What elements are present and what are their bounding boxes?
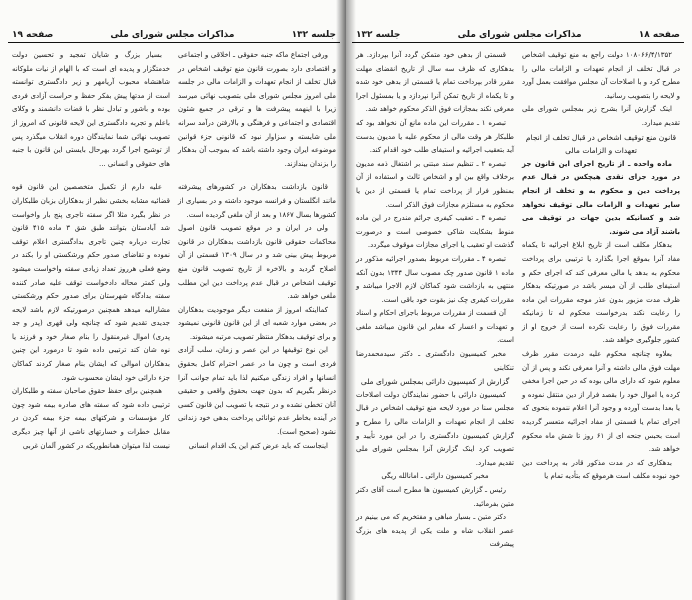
text-columns xyxy=(352,43,684,552)
page-header xyxy=(352,30,684,43)
column-left xyxy=(356,49,514,552)
paragraph: ورفی اجتماع ماکه جنبه حقوقی ـ اخلاقی و اجتماعی و اقتصادی دارد بصورت قانون منع توقیف اشخاص در قبال تخلف از انجام تعهدات و الزامات مالی در جلسه ملی امروز مجلس شورای ملی بتصویب نهائی میرسد زیرا با اینهمه پیشرفت ها و ترقی در جمیع شئون اقتصادی و اجتماعی و فرهنگی و بالارفتن درآمد سرانه ملی شایسته و سزاوار نبود که قانونی جزء قوانین موضوعه ایران وجود داشته باشد که بموجب آن بدهکار را بزندان بیندازند. xyxy=(178,51,336,168)
paragraph: ولی در ایران و در موقع تصویب قانون اصول محاکمات حقوقی قانون بازداشت بدهکاران در قانون مربوط پیش بینی شد و در سال ۱۳۰۹ قسمتی از آن اصلاح گردید و بالاخره از تاریخ تصویب قانون منع توقیف اشخاص در قبال عدم پرداخت دین این مطلب ملغی خواهد شد. xyxy=(178,224,336,301)
text-columns xyxy=(8,43,340,453)
law-title: قانون منع توقیف اشخاص در قبال تخلف از انجام تعهدات و الزامات مالی xyxy=(525,132,677,156)
speaker-paragraph: رئیس ـ گزارش کمیسیون ها مطرح است آقای دکتر متین بفرمائید. xyxy=(356,486,514,508)
paragraph: اینک گزارش آنرا بشرح زیر بمجلس شورای ملی تقدیم میدارد. xyxy=(522,105,680,127)
paragraph: قسمتی از بدهی خود متمکن گردد آنرا بپردازد. هر بدهکاری که ظرف سه سال از تاریخ انقضای مهلت مقرر قادر بپرداخت تمام یا قسمتی از بدهی خود شده و تا یکماه از تاریخ تمکن آنرا نپردازد و یا بمسئول اجرا معرفی نکند بمجازات فوق الذکر محکوم خواهد شد. xyxy=(356,51,514,114)
rapporteur-line: مخبر کمیسیون دارائی ـ امانالله ریگی xyxy=(381,472,489,481)
paragraph: علیه دارم از تکمیل متخصصین این قانون قوه قضائیه مشابه بخشی نظیر از بدهکاران بزبان طلبکاران در نظر بگیرد مثلا اگر سفته تاجری پنج بار واخواست شد آبادستان بتوانند طبق شق ۳ ماده ۴۱۵ قانون تجارت درباره چنین تاجری بدادگستری اعلام توقف نموده و تقاضای صدور حکم ورشکستی او را بکند در وضع فعلی هرروز تعداد زیادی سفته واخواست میشود ولی کمتر محاله دادخواست توقف علیه صادر کننده سفته بدادگاه شهرستان برای صدور حکم ورشکستی مشارالیه میدهد همچنین درصورتیکه لازم باشد لایحه جدیدی تقدیم شود که چنانچه ولی قهری (پدر و جد پدری) اموال غیرمنقول را بنام صغار خود و فرزند یا نوه شان کند ترتیبی داده شود تا درمورد این چنین بدهکاران اموالی که ایشان بنام صغار کردند کماکان جزء دارائی خود ایشان محسوب شود. xyxy=(12,183,170,382)
note-3: تبصره ۳ ـ تعقیب کیفری جرائم مندرج در این ماده منوط بشکایت شاکی خصوصی است و درصورت گذشت او تعقیب یا اجرای مجازات موقوف میگردد. xyxy=(356,214,514,250)
session-number: جلسه ۱۳۲ xyxy=(356,30,401,40)
paragraph: کمااینکه امروز از منفعت دیگر موجودیت بدهکاران در بعضی موارد شعبه ای از این قانون قانونی نمیشود و برای توقیف بدهکار منتظر تصویب مرتبه میشوند. xyxy=(178,305,336,341)
speaker-paragraph: دکتر متین ـ بسیار مباهی و مفتخریم که می بینیم در عصر انقلاب شاه و ملت یکی از پدیده های بزرگ پیشرفت xyxy=(356,513,514,549)
rapporteur-line: مخبر کمیسیون دادگستری ـ دکتر سیدمحمدرضا تنکابنی xyxy=(356,350,514,372)
page-number: صفحه ۱۹ xyxy=(12,30,54,40)
note-2: تبصره ۲ ـ تنظیم سند مبتنی بر اشتغال ذمه مدیون برخلاف واقع بین او و اشخاص ثالث و استفاده از آن بمنظور فرار از پرداخت تمام یا قسمتی از دین یا محکوم به مستلزم مجازات فوق الذکر است. xyxy=(356,159,514,209)
paragraph: بدهکار مکلف است از تاریخ ابلاغ اجرائیه تا یکماه مفاد آنرا بموقع اجرا بگذارد یا ترتیبی برای پرداخت محکوم به بدهد یا مالی معرفی کند که اجرای حکم و استیفای طلب از آن میسر باشد در صورتیکه بدهکار ظرف مدت مزبور بدون عذر موجه مقررات این ماده را رعایت نکند بدرخواست محکوم له تا زمانیکه مقررات فوق را رعایت نکرده است از خروج او از کشور جلوگیری خواهد شد. xyxy=(522,241,680,345)
single-article: ماده واحده ـ از تاریخ اجرای این قانون جز در مورد جزای نقدی هیچکس در قبال عدم پرداخت دین و محکوم به و تخلف از انجام سایر تعهدات و الزامات مالی توقیف نخواهد شد و کسانیکه بدین جهات در توقیف می باشند آزاد می شوند. xyxy=(522,159,680,236)
binding-shadow xyxy=(346,0,356,600)
page-header xyxy=(8,30,340,43)
page-18 xyxy=(346,0,692,600)
paragraph: کمیسیون دارائی با حضور نمایندگان دولت اصلاحات مجلس سنا در مورد لایحه منع توقیف اشخاص در قبال تخلف از انجام تعهدات و الزامات مالی را مطرح و گزارش کمیسیون دادگستری را در این مورد تأیید و تصویب کرد اینک گزارش آنرا بمجلس شورای ملی تقدیم میدارد. xyxy=(356,390,514,467)
session-number: جلسه ۱۳۲ xyxy=(291,30,336,40)
running-title: مذاکرات مجلس شورای ملی xyxy=(457,30,582,40)
paragraph: این نوع توقیفها در این عصر و زمان، سلب آزادی فردی است و چون ما در عصر احترام کامل بحقوق انسانها و افراد زندگی میکنیم لذا باید تمام جوانب آنرا درنظر بگیریم که بدون جهت بحقوق واقعی و حقیقی آنان تخطی نشده و در نتیجه با تصویب این قانون کسی در آینده بخاطر عدم توانائی پرداخت بدهی خود زندانی نشود (صحیح است). xyxy=(178,346,336,437)
paragraph: بسیار بزرگ و شایان تمجید و تحسین دولت خدمتگزار و پدیده ای است که با الهام از نیات ملوکانه شاهنشاه محبوب آریامهر و زیر دادگستری توانسته است از مدتها پیش بفکر حفظ و حراست آزادی فردی بوده و باشور و تبادل نظر با قضات دانشمند و وکلای باعلم و تجربه دادگستری این لایحه قانونی که امروز از تصویب نهائی شما نمایندگان دوره انقلاب میگذرد پس از توشیح اجرا گردد بهرحال بایستی این قانون با جنبه های حقوقی و انسانی ... xyxy=(12,51,170,168)
paragraph: ۱۰۸۰۶۶/۴/۱۳۵۲ دولت راجع به منع توقیف اشخاص در قبال تخلف از انجام تعهدات و الزامات مالی را مطرح کرد و با اصلاحات آن مجلس موافقت بعمل آورد و لایحه را بتصویب رسانید. xyxy=(522,51,680,100)
paragraph: همچنین برای حفظ حقوق صاحبان سفته و طلبکاران ترتیبی داده شود که سفته های صادره بیمه شود چون کار مؤسسات و شرکتهای بیمه جزء بیمه کردن در مقابل خطرات و خسارتهای ناشی از آنها چیز دیگری نیست لذا میتوان همانطوریکه در کشور آلمان غربی xyxy=(12,387,170,450)
paragraph: بعلاوه چنانچه محکوم علیه درمدت مقرر ظرف مهلت فوق مالی داشته و آنرا معرفی نکند و پس از آن معلوم شود که دارای مالی بوده که در حین اجرا مخفی کرده یا اموال خود را بقصد فرار از دین منتقل نموده و یا بعدا بدست آورده و وجود آنرا اعلام ننموده بنحوی که اجرای تمام یا قسمتی از مفاد اجرائیه متعسر گردیده است بحبس جنحه ای از ۶۱ روز تا شش ماه محکوم خواهد شد. xyxy=(522,350,680,454)
paragraph: قانون بازداشت بدهکاران در کشورهای پیشرفته مانند انگلستان و فرانسه موجود داشته و در بسیاری از کشورها بسال ۱۸۶۷ و بعد از آن ملغی گردیده است. xyxy=(178,183,336,219)
binding-shadow xyxy=(336,0,346,600)
paragraph: آن قسمت از مقررات مربوط باجرای احکام و اسناد و تعهدات و اعسار که مغایر این قانون میباشد ملغی است. xyxy=(356,309,514,345)
column-right xyxy=(522,49,680,552)
note-4: تبصره ۴ ـ مقررات مربوط بصدور اجرائیه مذکور در ماده ۱ قانون صدور چک مصوب سال ۱۳۴۴ بدون آنکه منتهی به بازداشت شود کماکان لازم الاجرا میباشد و مقررات کیفری چک نیز بقوت خود باقی است. xyxy=(356,254,514,304)
paragraph: اینجاست که باید عرض کنم این یک اقدام انسانی xyxy=(188,441,328,450)
paragraph: بدهکاری که در مدت مذکور قادر به پرداخت دین خود نبوده مکلف است هرموقع که بتأدیه تمام یا xyxy=(522,458,680,481)
page-number: صفحه ۱۸ xyxy=(638,30,680,40)
report-title: گزارش از کمیسیون دارائی بمجلس شورای ملی xyxy=(360,377,510,387)
note-1: تبصره ۱ ـ مقررات این ماده مانع آن نخواهد بود که طلبکار هر وقت مالی از محکوم علیه یا مدیون بدست آید بتعقیب اجرائیه و استیفای طلب خود اقدام کند. xyxy=(356,118,514,155)
running-title: مذاکرات مجلس شورای ملی xyxy=(110,30,235,40)
column-right xyxy=(178,49,336,453)
column-left xyxy=(12,49,170,453)
